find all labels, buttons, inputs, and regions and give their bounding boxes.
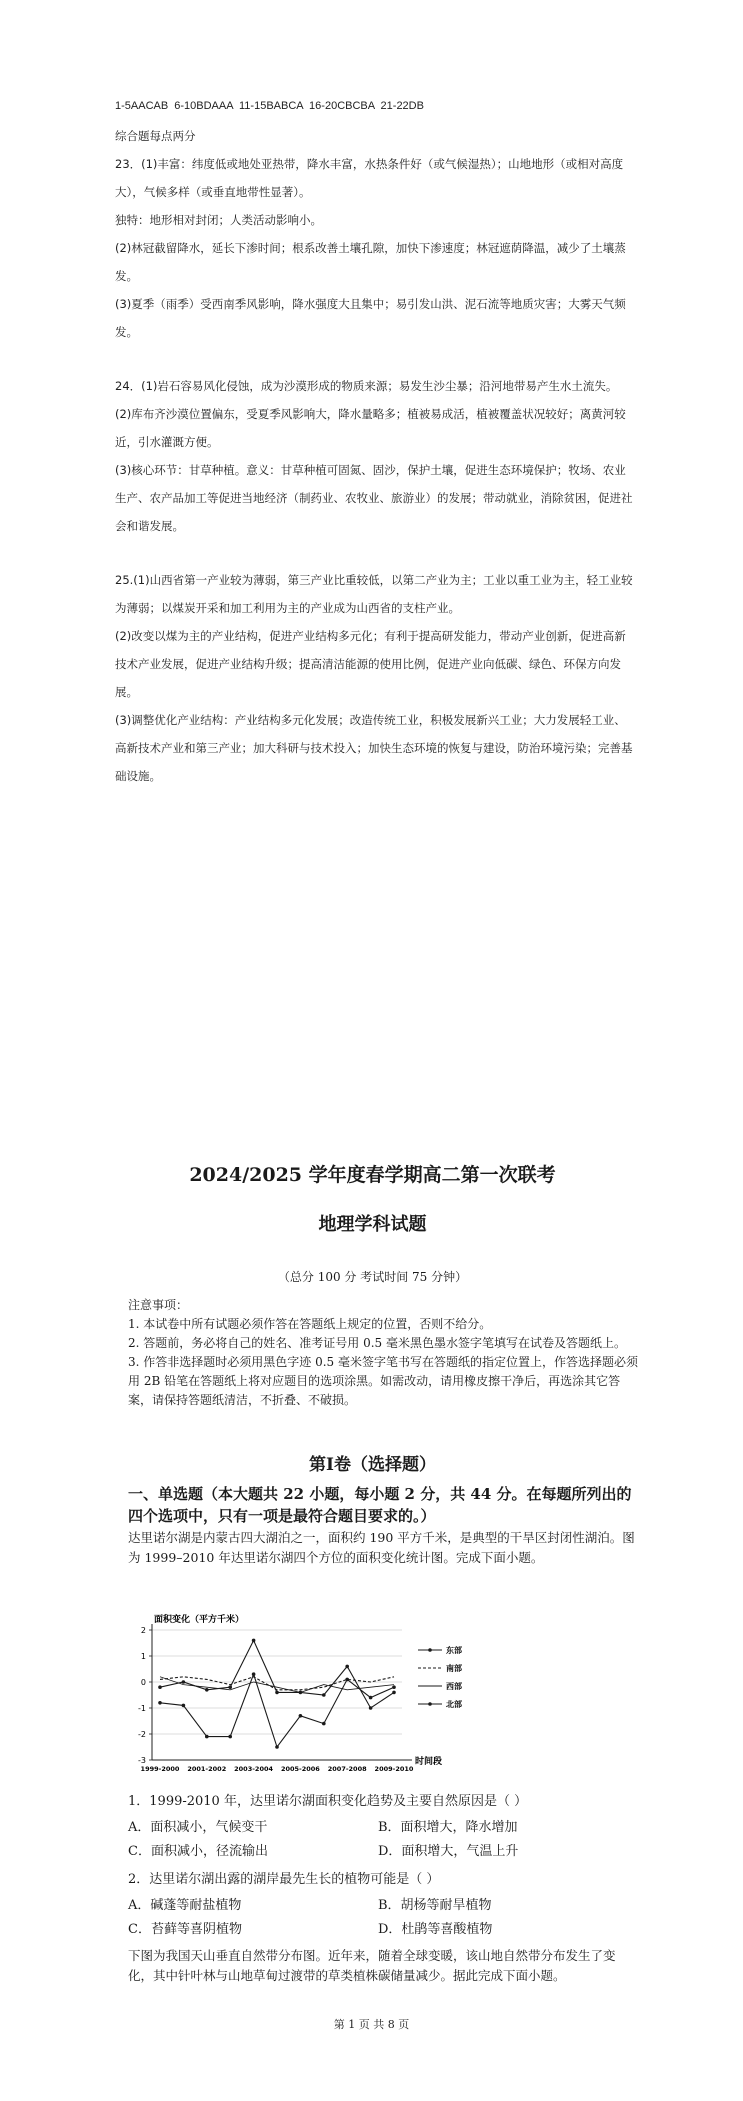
q2-option-b: B．胡杨等耐旱植物 <box>378 1898 492 1913</box>
y-tick-label: 2 <box>140 1626 146 1635</box>
y-tick-label: 0 <box>140 1678 146 1687</box>
y-tick-label: -2 <box>138 1730 146 1739</box>
question-stem-2: 下图为我国天山垂直自然带分布图。近年来，随着全球变暖，该山地自然带分布发生了变化，其中针叶林与山地草甸过渡带的草类植株碳储量减少。据此完成下面小题。 <box>128 1948 616 1983</box>
legend-label: 西部 <box>446 1682 462 1691</box>
x-tick-label: 2003-2004 <box>234 1765 274 1773</box>
y-tick-label: 1 <box>140 1652 146 1661</box>
answer-24-2: (2)库布齐沙漠位置偏东，受夏季风影响大，降水量略多；植被易成活，植被覆盖状况较好；离黄河较近，引水灌溉方便。 <box>115 407 626 449</box>
data-point <box>158 1685 162 1689</box>
data-point <box>322 1693 326 1697</box>
exam-notes <box>128 1296 638 1410</box>
y-tick-label: -1 <box>138 1704 146 1713</box>
answer-23-unique: 独特：地形相对封闭；人类活动影响小。 <box>115 213 322 227</box>
answer-25-3: (3)调整优化产业结构：产业结构多元化发展；改造传统工业，积极发展新兴工业；大力发展轻工业、高新技术产业和第三产业；加大科研与技术投入；加快生态环境的恢复与建设，防治环境污染；完善基础设施。 <box>115 713 633 783</box>
choice-answer-keys: 1-5AACAB 6-10BDAAA 11-15BABCA 16-20CBCBA 21-22DB <box>115 100 424 112</box>
note-1: 1. 本试卷中所有试题必须作答在答题纸上规定的位置，否则不给分。 <box>128 1317 492 1331</box>
q1-option-d: D．面积增大，气温上升 <box>378 1844 519 1859</box>
question-2: 2．达里诺尔湖出露的湖岸最先生长的植物可能是（ ） <box>128 1872 440 1887</box>
question-1: 1．1999-2010 年，达里诺尔湖面积变化趋势及主要自然原因是（ ） <box>128 1794 528 1809</box>
x-tick-label: 1999-2000 <box>140 1765 180 1773</box>
area-change-chart <box>130 1610 470 1780</box>
data-point <box>392 1685 396 1689</box>
data-point <box>345 1665 349 1669</box>
q2-option-c: C．苔藓等喜阴植物 <box>128 1922 242 1937</box>
exam-title: 2024/2025 学年度春学期高二第一次联考 <box>189 1164 556 1186</box>
answer-25-1: 25.(1)山西省第一产业较为薄弱，第三产业比重较低，以第二产业为主；工业以重工业为主，轻工业较为薄弱；以煤炭开采和加工利用为主的产业成为山西省的支柱产业。 <box>115 573 633 615</box>
legend-marker <box>428 1702 432 1706</box>
data-point <box>182 1680 186 1684</box>
chart-legend <box>418 1645 462 1709</box>
answer-23-2: (2)林冠截留降水，延长下渗时间；根系改善土壤孔隙，加快下渗速度；林冠遮荫降温，减少了土壤蒸发。 <box>115 241 626 283</box>
data-point <box>205 1688 209 1692</box>
subject-title: 地理学科试题 <box>318 1214 427 1235</box>
data-point <box>252 1639 256 1643</box>
section-title: 第Ⅰ卷（选择题） <box>309 1455 436 1475</box>
answer-25-2: (2)改变以煤为主的产业结构，促进产业结构多元化；有利于提高研发能力，带动产业创新，促进高新技术产业发展，促进产业结构升级；提高清洁能源的使用比例，促进产业向低碳、绿色、环保方向发展。 <box>115 629 626 699</box>
q2-option-a: A．碱蓬等耐盐植物 <box>128 1898 242 1913</box>
answer-24-1: 24．(1)岩石容易风化侵蚀，成为沙漠形成的物质来源；易发生沙尘暴；沿河地带易产生水土流失。 <box>115 379 618 393</box>
note-2: 2. 答题前，务必将自己的姓名、准考证号用 0.5 毫米黑色墨水签字笔填写在试卷及答题纸上。 <box>128 1336 626 1350</box>
data-point <box>369 1696 373 1700</box>
x-tick-label: 2005-2006 <box>280 1765 320 1773</box>
answer-23-3: (3)夏季（雨季）受西南季风影响，降水强度大且集中；易引发山洪、泥石流等地质灾害；大雾天气频发。 <box>115 297 626 339</box>
scoring-note: 综合题每点两分 <box>115 129 196 143</box>
x-tick-label: 2009-2010 <box>374 1765 414 1773</box>
q1-option-c: C．面积减小，径流输出 <box>128 1844 268 1859</box>
answer-key <box>115 92 635 790</box>
page-footer: 第 1 页 共 8 页 <box>333 2018 410 2031</box>
data-point <box>158 1701 162 1705</box>
x-tick-label: 2001-2002 <box>187 1765 227 1773</box>
answer-24-3: (3)核心环节：甘草种植。意义：甘草种植可固氮、固沙，保护土壤，促进生态环境保护；牧场、农业生产、农产品加工等促进当地经济（制药业、农牧业、旅游业）的发展；带动就业，消除贫困，促进社会和谐发展。 <box>115 463 633 533</box>
data-point <box>228 1685 232 1689</box>
chart-series <box>158 1639 396 1749</box>
legend-label: 东部 <box>446 1646 462 1655</box>
notes-title: 注意事项： <box>128 1298 189 1312</box>
data-point <box>369 1706 373 1710</box>
chart-axes <box>138 1624 414 1773</box>
legend-marker <box>428 1648 432 1652</box>
data-point <box>322 1722 326 1726</box>
data-point <box>252 1672 256 1676</box>
x-tick-label: 2007-2008 <box>327 1765 367 1773</box>
exam-meta: （总分 100 分 考试时间 75 分钟） <box>277 1270 468 1284</box>
answer-23-1: 23．(1)丰富：纬度低或地处亚热带，降水丰富，水热条件好（或气候湿热）；山地地形（或相对高度大），气候多样（或垂直地带性显著）。 <box>115 157 624 199</box>
data-point <box>299 1714 303 1718</box>
data-point <box>275 1691 279 1695</box>
chart-ylabel: 面积变化（平方千米） <box>154 1615 245 1625</box>
series-line-北部 <box>160 1674 394 1747</box>
legend-label: 北部 <box>446 1700 462 1709</box>
question-stem-1: 达里诺尔湖是内蒙古四大湖泊之一，面积约 190 平方千米，是典型的干旱区封闭性湖泊。图为 1999–2010 年达里诺尔湖四个方位的面积变化统计图。完成下面小题。 <box>128 1530 635 1565</box>
note-3: 3. 作答非选择题时必须用黑色字迹 0.5 毫米签字笔书写在答题纸的指定位置上，作答选择题必须用 2B 铅笔在答题纸上将对应题目的选项涂黑。如需改动，请用橡皮擦干净后，再选涂其它答案，请保持答题纸清洁，不折叠、不破损。 <box>128 1355 638 1407</box>
data-point <box>205 1735 209 1739</box>
q2-option-d: D．杜鹃等喜酸植物 <box>378 1922 493 1937</box>
series-line-东部 <box>160 1640 394 1708</box>
section-instruction: 一、单选题（本大题共 22 小题，每小题 2 分，共 44 分。在每题所列出的四个选项中，只有一项是最符合题目要求的。） <box>128 1485 632 1525</box>
y-tick-label: -3 <box>138 1756 146 1765</box>
q1-option-a: A．面积减小，气候变干 <box>128 1820 268 1835</box>
chart-grid <box>152 1630 402 1760</box>
data-point <box>228 1735 232 1739</box>
data-point <box>182 1704 186 1708</box>
data-point <box>392 1691 396 1695</box>
chart-xlabel: 时间段 <box>415 1757 443 1767</box>
data-point <box>275 1745 279 1749</box>
data-point <box>345 1678 349 1682</box>
q1-option-b: B．面积增大，降水增加 <box>378 1820 518 1835</box>
legend-label: 南部 <box>446 1664 462 1673</box>
